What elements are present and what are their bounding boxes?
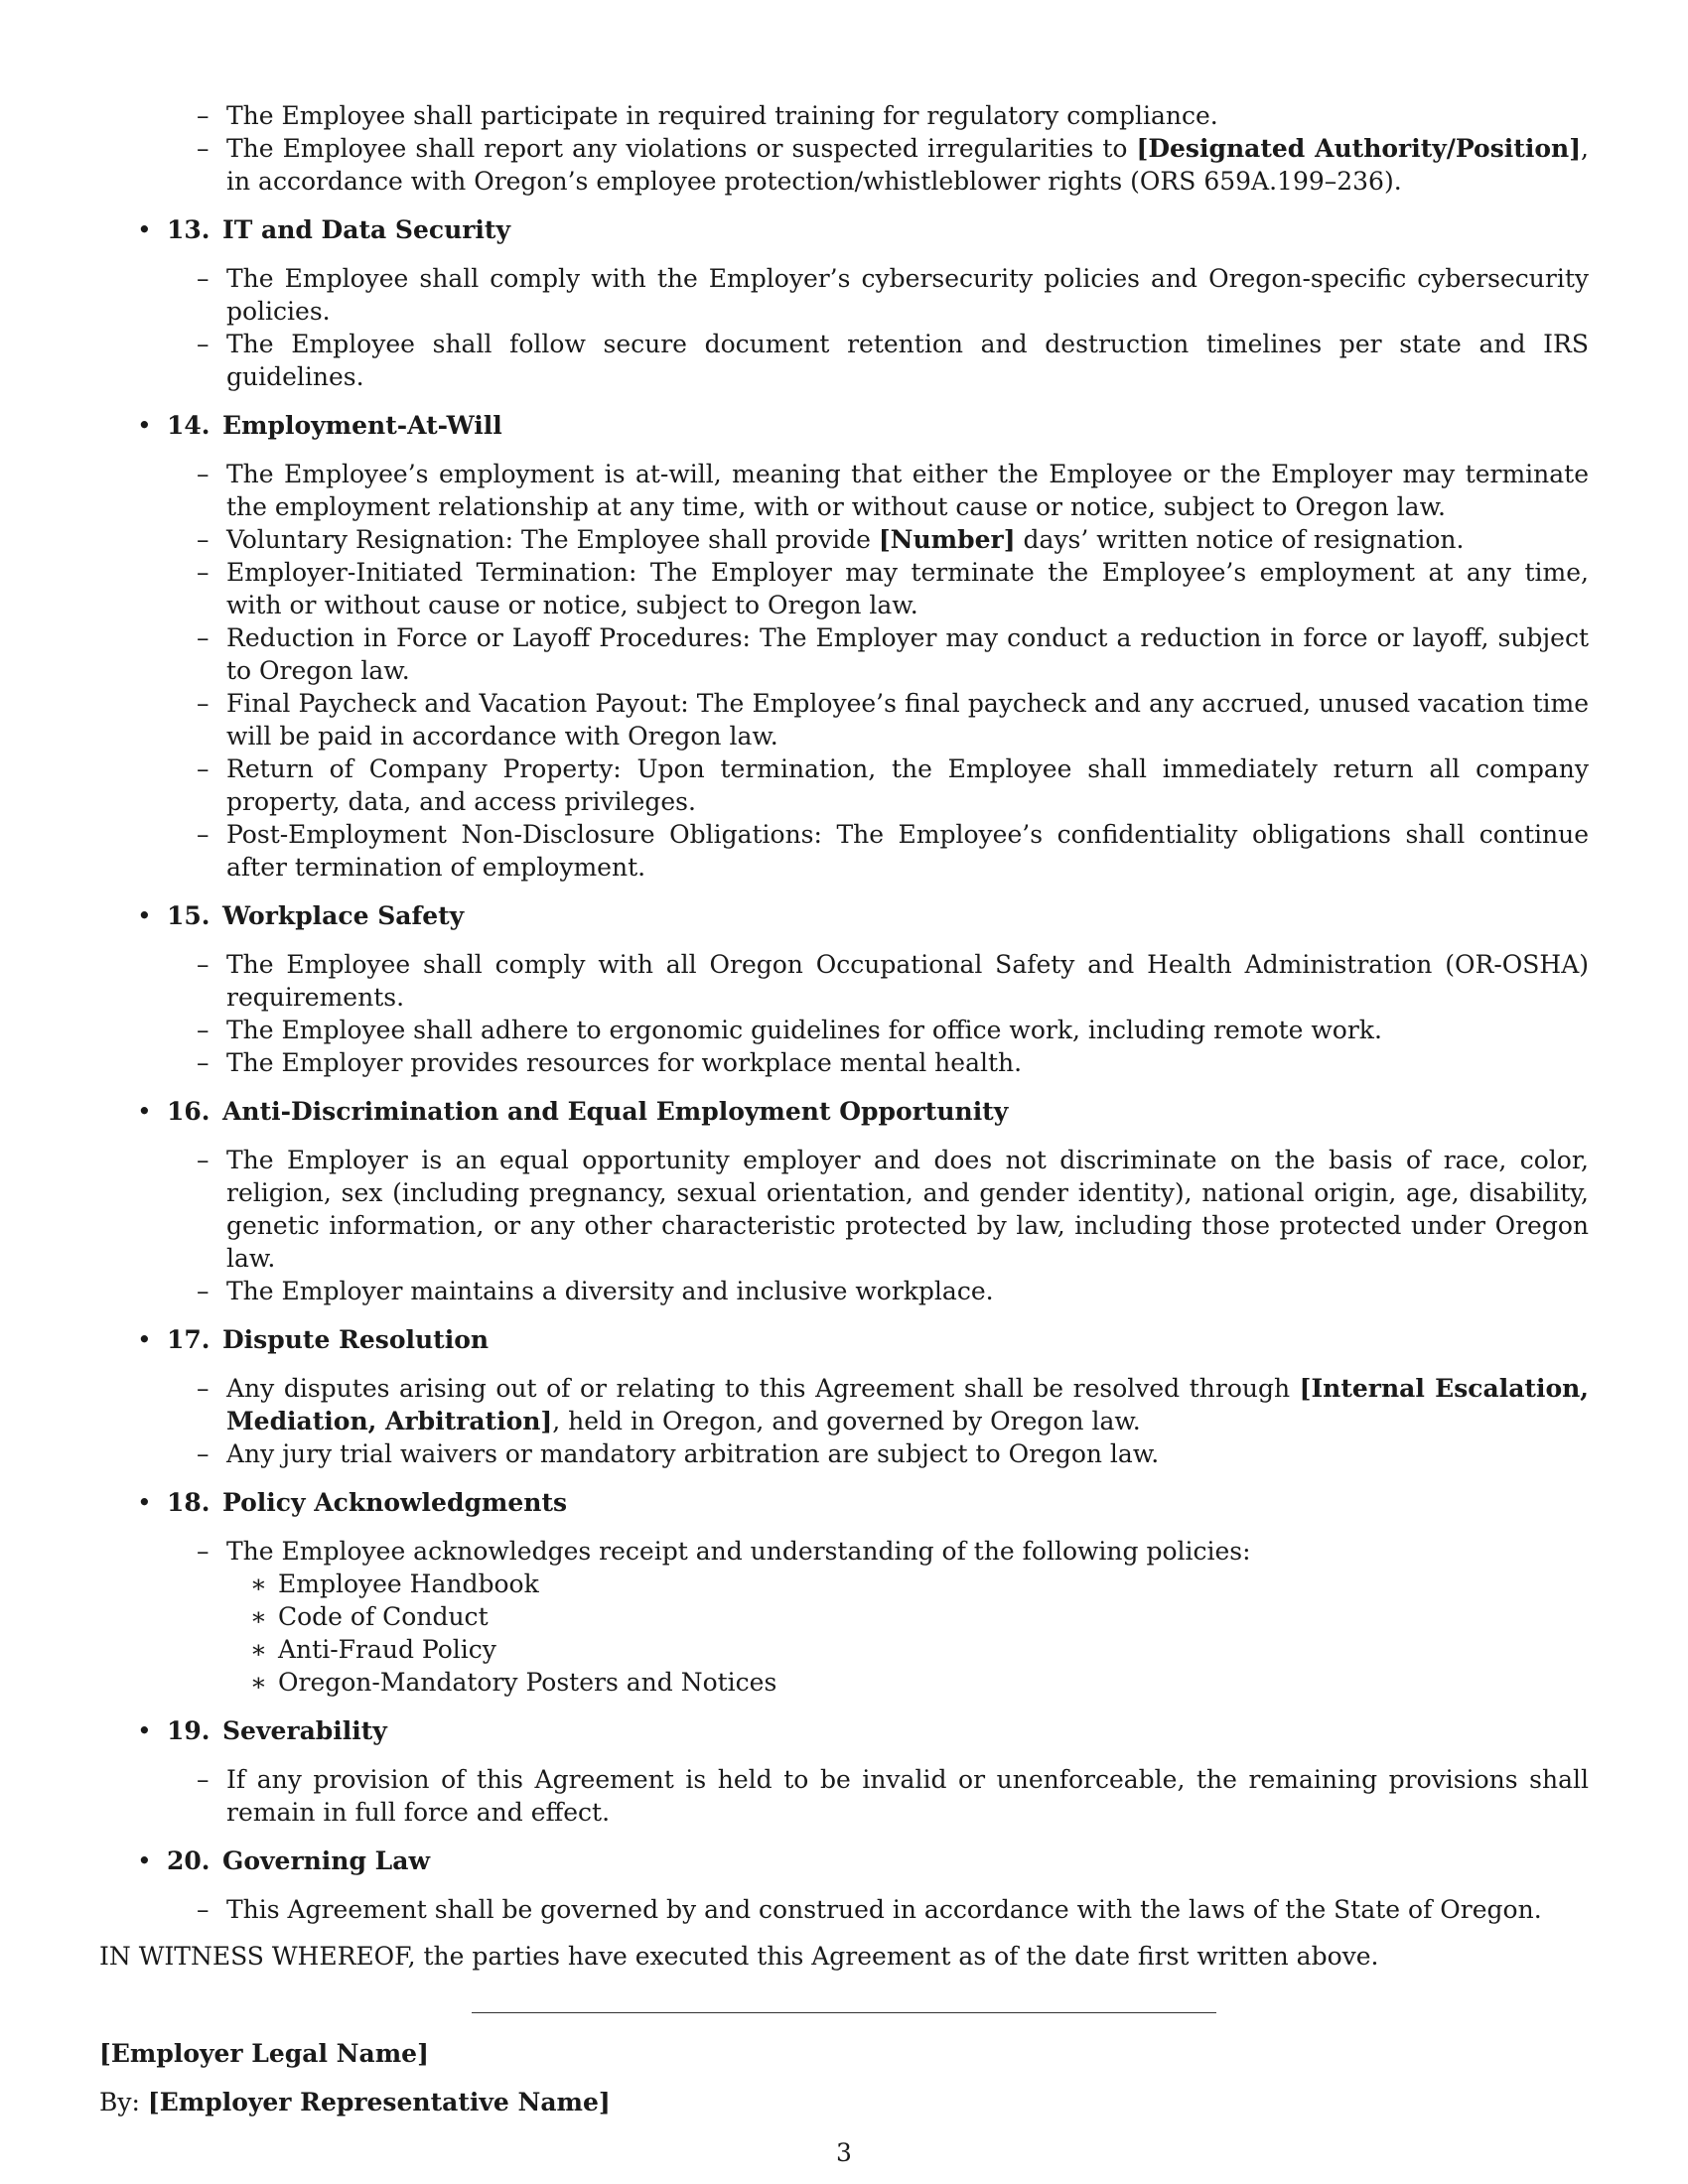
clause-text: Any jury trial waivers or mandatory arbitration are subject to Oregon law. bbox=[226, 1439, 1160, 1468]
policy-list bbox=[226, 1568, 1589, 1699]
clause-item bbox=[99, 1275, 1589, 1307]
section-heading bbox=[99, 1844, 1589, 1877]
section-heading bbox=[99, 409, 1589, 442]
clause-item bbox=[99, 132, 1589, 198]
clause-list bbox=[99, 1535, 1589, 1699]
section-number: 13. bbox=[167, 215, 211, 244]
clause-list bbox=[99, 262, 1589, 393]
clause-text: The Employer maintains a diversity and inclusive workplace. bbox=[226, 1277, 994, 1305]
section-number: 16. bbox=[167, 1097, 211, 1126]
clause-item bbox=[99, 99, 1589, 132]
clause-item bbox=[99, 621, 1589, 687]
clause-text: The Employer is an equal opportunity employer and does not discriminate on the basis of race, color, religion, sex (including pregnancy, sexual orientation, and gender identity), national origin, age, disability, genetic information, or any other characteristic protected by law, including those protected under Oregon law. bbox=[226, 1146, 1589, 1273]
section bbox=[99, 213, 1589, 393]
clause-item bbox=[99, 328, 1589, 393]
clause-text: The Employee shall comply with the Employer’s cybersecurity policies and Oregon-specific cybersecurity policies. bbox=[226, 264, 1589, 326]
section-number: 18. bbox=[167, 1488, 211, 1517]
clause-text: The Employee shall report any violations or suspected irregularities to bbox=[226, 134, 1137, 163]
section-title: IT and Data Security bbox=[222, 215, 510, 244]
section-heading bbox=[99, 1323, 1589, 1356]
clause-list bbox=[99, 1893, 1589, 1926]
clause-item bbox=[99, 523, 1589, 556]
by-label: By: bbox=[99, 2088, 140, 2116]
section-heading bbox=[99, 1486, 1589, 1519]
clause-text: Return of Company Property: Upon termination, the Employee shall immediately return all company property, data, and access privileges. bbox=[226, 754, 1589, 816]
clause-item bbox=[99, 262, 1589, 328]
clause-text: The Employee’s employment is at-will, meaning that either the Employee or the Employer may terminate the employment relationship at any time, with or without cause or notice, subject to Oregon law. bbox=[226, 460, 1589, 521]
section-heading bbox=[99, 899, 1589, 932]
signature-line bbox=[472, 2012, 1216, 2013]
clause-list bbox=[99, 948, 1589, 1079]
section-title: Severability bbox=[222, 1716, 387, 1745]
clause-item bbox=[99, 1372, 1589, 1437]
placeholder-field: [Number] bbox=[878, 525, 1016, 554]
placeholder-field: [Designated Authority/Position] bbox=[1136, 134, 1582, 163]
section-number: 14. bbox=[167, 411, 211, 440]
clause-list bbox=[99, 1372, 1589, 1470]
clause-item bbox=[99, 1893, 1589, 1926]
intro-list bbox=[99, 99, 1589, 198]
clause-list bbox=[99, 1144, 1589, 1307]
section-number: 20. bbox=[167, 1846, 211, 1875]
section bbox=[99, 1095, 1589, 1307]
clause-item bbox=[99, 458, 1589, 523]
section-list bbox=[99, 213, 1589, 1926]
clause-list bbox=[99, 1763, 1589, 1829]
clause-text: Post-Employment Non-Disclosure Obligations: The Employee’s confidentiality obligations shall continue after termination of employment. bbox=[226, 820, 1589, 882]
policy-item: ∗ Oregon-Mandatory Posters and Notices bbox=[99, 1666, 1589, 1699]
section-title: Employment-At-Will bbox=[222, 411, 502, 440]
section-number: 19. bbox=[167, 1716, 211, 1745]
section bbox=[99, 1323, 1589, 1470]
employer-legal-name: [Employer Legal Name] bbox=[99, 2039, 429, 2068]
clause-text: , in accordance with Oregon’s employee protection/whistleblower rights (ORS 659A.199–236). bbox=[226, 134, 1589, 196]
clause-item bbox=[99, 687, 1589, 752]
witness-clause: IN WITNESS WHEREOF, the parties have executed this Agreement as of the date first written above. bbox=[99, 1942, 1379, 1971]
clause-text: The Employee shall participate in required training for regulatory compliance. bbox=[226, 101, 1218, 130]
clause-text: , held in Oregon, and governed by Oregon law. bbox=[552, 1407, 1141, 1435]
clause-text: The Employee shall adhere to ergonomic guidelines for office work, including remote work. bbox=[226, 1016, 1382, 1044]
clause-item bbox=[99, 818, 1589, 884]
clause-text: Any disputes arising out of or relating to this Agreement shall be resolved through bbox=[226, 1374, 1300, 1403]
section bbox=[99, 1486, 1589, 1699]
clause-item bbox=[99, 1046, 1589, 1079]
section bbox=[99, 1844, 1589, 1926]
section-heading bbox=[99, 1714, 1589, 1747]
section-heading bbox=[99, 1095, 1589, 1128]
clause-item bbox=[99, 752, 1589, 818]
signature-by-line bbox=[99, 2086, 1589, 2118]
clause-item bbox=[99, 948, 1589, 1014]
clause-text: Final Paycheck and Vacation Payout: The Employee’s final paycheck and any accrued, unused vacation time will be paid in accordance with Oregon law. bbox=[226, 689, 1589, 751]
clause-item bbox=[99, 556, 1589, 621]
representative-name: [Employer Representative Name] bbox=[147, 2088, 611, 2116]
section-title: Governing Law bbox=[222, 1846, 430, 1875]
page-number: 3 bbox=[836, 2138, 852, 2167]
clause-item bbox=[99, 1437, 1589, 1470]
document-body bbox=[99, 99, 1589, 2118]
clause-text: days’ written notice of resignation. bbox=[1015, 525, 1465, 554]
section-title: Policy Acknowledgments bbox=[222, 1488, 568, 1517]
clause-item bbox=[99, 1014, 1589, 1046]
section-title: Dispute Resolution bbox=[222, 1325, 490, 1354]
policy-item: ∗ Code of Conduct bbox=[99, 1600, 1589, 1633]
clause-text: Voluntary Resignation: The Employee shall provide bbox=[226, 525, 879, 554]
clause-list bbox=[99, 458, 1589, 884]
section-heading bbox=[99, 213, 1589, 246]
section-title: Anti-Discrimination and Equal Employment Opportunity bbox=[222, 1097, 1009, 1126]
clause-item bbox=[99, 1763, 1589, 1829]
clause-text: This Agreement shall be governed by and construed in accordance with the laws of the State of Oregon. bbox=[226, 1895, 1542, 1924]
clause-text: The Employee shall follow secure document retention and destruction timelines per state and IRS guidelines. bbox=[226, 330, 1589, 391]
section bbox=[99, 1714, 1589, 1829]
clause-text: The Employee shall comply with all Oregon Occupational Safety and Health Administration (OR-OSHA) requirements. bbox=[226, 950, 1589, 1012]
placeholder-field: [Internal Escalation, Mediation, Arbitration] bbox=[226, 1374, 1589, 1435]
section bbox=[99, 409, 1589, 884]
clause-text: The Employee acknowledges receipt and understanding of the following policies: bbox=[226, 1537, 1251, 1566]
section-number: 15. bbox=[167, 901, 211, 930]
clause-text: Employer-Initiated Termination: The Employer may terminate the Employee’s employment at any time, with or without cause or notice, subject to Oregon law. bbox=[226, 558, 1589, 619]
clause-text: Reduction in Force or Layoff Procedures: The Employer may conduct a reduction in force or layoff, subject to Oregon law. bbox=[226, 623, 1589, 685]
clause-item bbox=[99, 1144, 1589, 1275]
section-number: 17. bbox=[167, 1325, 211, 1354]
clause-item bbox=[99, 1535, 1589, 1699]
clause-text: The Employer provides resources for workplace mental health. bbox=[226, 1048, 1023, 1077]
policy-item: ∗ Anti-Fraud Policy bbox=[99, 1633, 1589, 1666]
policy-item: ∗ Employee Handbook bbox=[99, 1568, 1589, 1600]
section-title: Workplace Safety bbox=[222, 901, 465, 930]
section bbox=[99, 899, 1589, 1079]
clause-text: If any provision of this Agreement is held to be invalid or unenforceable, the remaining provisions shall remain in full force and effect. bbox=[226, 1765, 1589, 1827]
